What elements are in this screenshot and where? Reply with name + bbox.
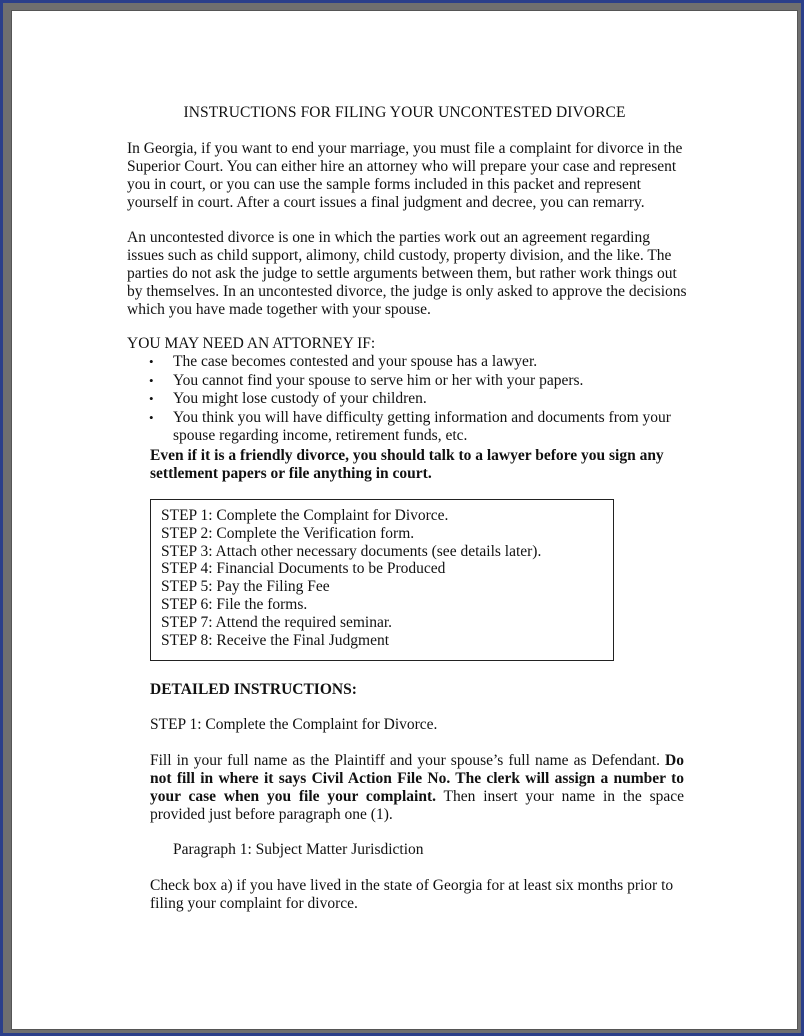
document-page [12, 11, 797, 1029]
list-item-text: The case becomes contested and your spouse has a lawyer. [173, 353, 538, 370]
step-item: STEP 3: Attach other necessary documents (see details later). [161, 542, 542, 560]
bullet-icon: • [149, 354, 154, 369]
list-item-text: You think you will have difficulty getting information and documents from your spouse regarding income, retirement funds, etc. [173, 408, 671, 444]
list-item [127, 372, 687, 391]
bullet-icon: • [149, 372, 154, 388]
fill-in-text-bold: Do not fill in where it says Civil Action File No. The clerk will assign a number to your case when you file your complaint. [150, 752, 684, 805]
uncontested-definition-paragraph: An uncontested divorce is one in which the parties work out an agreement regarding issues such as child support, alimony, child custody, property division, and the like. The parties do not ask the judge to settle arguments between them, but rather work things out by themselves. In an uncontested divorce, the judge is only asked to approve the decisions which you have made together with your spouse. [127, 229, 687, 318]
bullet-icon: • [149, 391, 154, 406]
step-item: STEP 1: Complete the Complaint for Divorce. [161, 507, 449, 524]
step-item: STEP 5: Pay the Filing Fee [161, 578, 330, 596]
document-title: INSTRUCTIONS FOR FILING YOUR UNCONTESTED DIVORCE [183, 104, 626, 121]
list-item-text: You might lose custody of your children. [173, 390, 427, 407]
fill-in-text-start: Fill in your full name as the Plaintiff and your spouse’s full name as Defendant. [150, 752, 666, 769]
attorney-reasons-list [127, 353, 687, 446]
step-item: STEP 6: File the forms. [161, 595, 308, 613]
attorney-heading: YOU MAY NEED AN ATTORNEY IF: [127, 335, 376, 352]
steps-summary-box [150, 499, 614, 661]
intro-paragraph: In Georgia, if you want to end your marriage, you must file a complaint for divorce in the Superior Court. You can either hire an attorney who will prepare your case and represent you in court, or you can use the sample forms included in this packet and represent yourself in court. After a court issues a final judgment and decree, you can remarry. [127, 140, 683, 211]
fill-in-text-end: Then insert your name in the space provided just before paragraph one (1). [150, 788, 684, 823]
list-item [127, 390, 687, 409]
paragraph1-label: Paragraph 1: Subject Matter Jurisdiction [173, 841, 424, 858]
step-item: STEP 4: Financial Documents to be Produced [161, 560, 446, 578]
step-item: STEP 7: Attend the required seminar. [161, 613, 393, 631]
friendly-divorce-note: Even if it is a friendly divorce, you should talk to a lawyer before you sign any settlement papers or file anything in court. [150, 447, 664, 482]
list-item-text: You cannot find your spouse to serve him or her with your papers. [173, 371, 584, 389]
step-item: STEP 8: Receive the Final Judgment [161, 631, 390, 649]
step1-heading: STEP 1: Complete the Complaint for Divorce. [150, 716, 438, 733]
bullet-icon: • [149, 409, 154, 425]
checkbox-instruction-paragraph: Check box a) if you have lived in the state of Georgia for at least six months prior to filing your complaint for divorce. [150, 877, 674, 912]
fill-in-name-paragraph [150, 752, 684, 824]
step-item: STEP 2: Complete the Verification form. [161, 524, 415, 542]
detailed-instructions-heading: DETAILED INSTRUCTIONS: [150, 681, 357, 698]
list-item [127, 353, 687, 372]
list-item [127, 409, 687, 446]
